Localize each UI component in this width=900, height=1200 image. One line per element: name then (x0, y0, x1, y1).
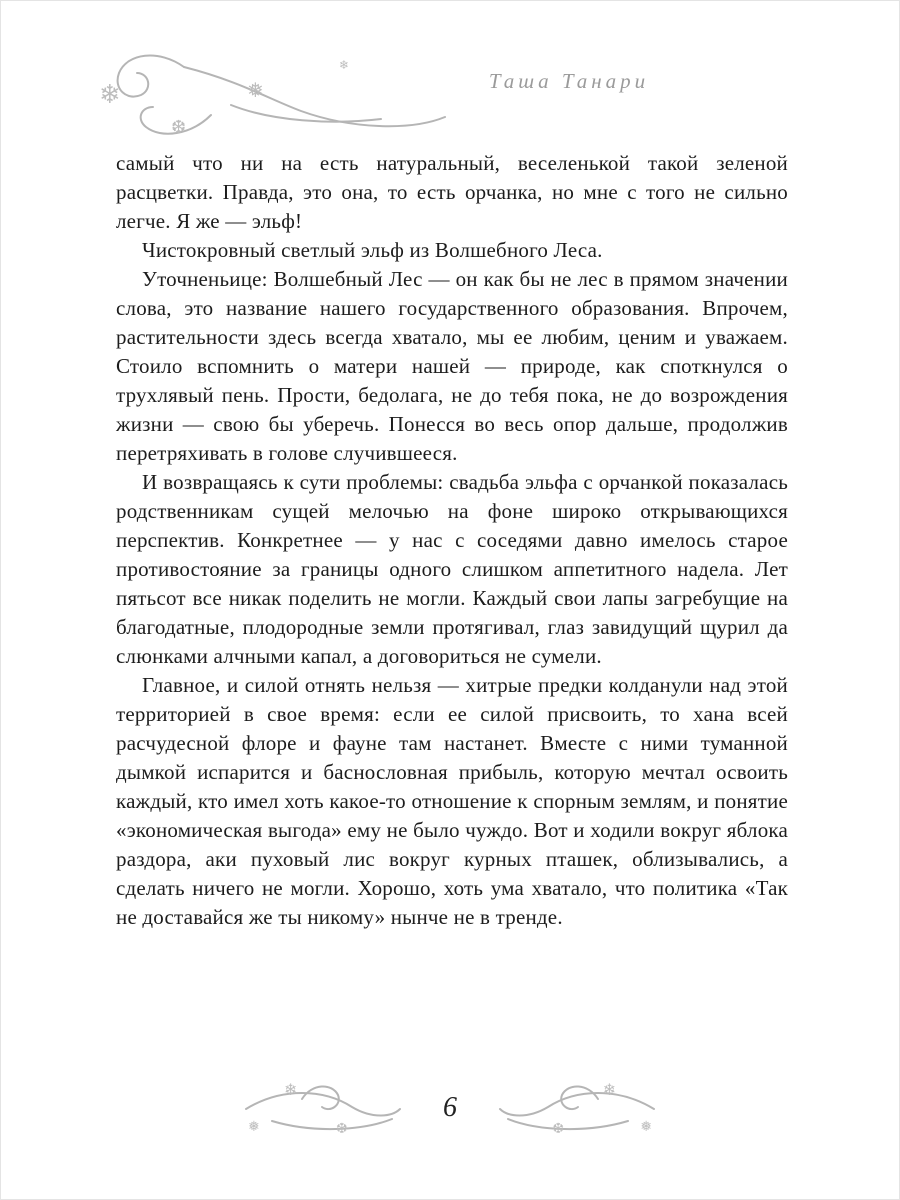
swirl-sweep-path (184, 67, 445, 126)
snowflake-icon: ❆ (171, 117, 187, 138)
footer-right-swirl-ornament (495, 1077, 660, 1139)
swirl-accent-path (508, 1119, 628, 1129)
swirl-curl-path (118, 56, 184, 97)
snowflake-icon: ❄ (99, 80, 121, 110)
snowflake-icon: ❆ (336, 1121, 348, 1137)
swirl-sweep-path (500, 1093, 654, 1116)
snowflake-icon: ❅ (640, 1119, 652, 1135)
author-name: Таша Танари (488, 69, 650, 93)
paragraph-3: Уточненьице: Волшебный Лес — он как бы не лес в прямом значении слова, это название нашего государственного образования. Впрочем, растительности здесь всегда хватало, мы ее любим, ценим и уважаем. Стоило вспомнить о матери нашей — природе, как споткнулся о трухлявый пень. Прости, бедолага, не до тебя пока, не до возрождения жизни — свою бы уберечь. Понесся во весь опор дальше, продолжив перетряхивать в голове случившееся. (116, 267, 788, 465)
footer (1, 1073, 899, 1143)
snowflake-icon: ❄ (339, 58, 350, 72)
snowflake-icon: ❄ (284, 1080, 298, 1099)
swirl-accent-path (272, 1119, 392, 1129)
paragraph-4: И возвращаясь к сути проблемы: свадьба эльфа с орчанкой показалась родственникам сущей мелочью на фоне широко открывающихся перспектив. Конкретнее — у нас с соседями давно имелось старое противостояние за границы одного слишком аппетитного надела. Лет пятьсот все никак поделить не могли. Каждый свои лапы загребущие на благодатные, плодородные земли протягивал, глаз завидущий щурил да слюнками алчными капал, а договориться не сумели. (116, 470, 788, 668)
page-number: 6 (443, 1092, 457, 1123)
snowflake-icon: ❆ (552, 1121, 564, 1137)
paragraph-2: Чистокровный светлый эльф из Волшебного Леса. (142, 238, 603, 262)
paragraph-1: самый что ни на есть натуральный, веселенькой такой зеленой расцветки. Правда, это она, то есть орчанка, но мне с того не сильно легче. Я же — эльф! (116, 151, 788, 233)
swirl-sweep-path (246, 1093, 400, 1116)
snowflake-icon: ❅ (248, 1119, 260, 1135)
snowflake-icon: ❅ (247, 78, 264, 102)
snowflake-icon: ❄ (602, 1080, 616, 1099)
footer-left-swirl-ornament (240, 1077, 405, 1139)
text-block (116, 149, 788, 932)
header-swirl-ornament (89, 45, 449, 145)
paragraph-5: Главное, и силой отнять нельзя — хитрые предки колданули над этой территорией в свое время: если ее силой присвоить, то хана всей расчудесной флоре и фауне там настанет. Вместе с ними туманной дымкой испарится и баснословная прибыль, которую мечтал освоить каждый, кто имел хоть какое-то отношение к спорным землям, и понятие «экономическая выгода» ему не было чуждо. Вот и ходили вокруг яблока раздора, аки пуховый лис вокруг курных пташек, облизывались, а сделать ничего не могли. Хорошо, хоть ума хватало, что политика «Так не доставайся же ты никому» нынче не в тренде. (116, 673, 788, 929)
